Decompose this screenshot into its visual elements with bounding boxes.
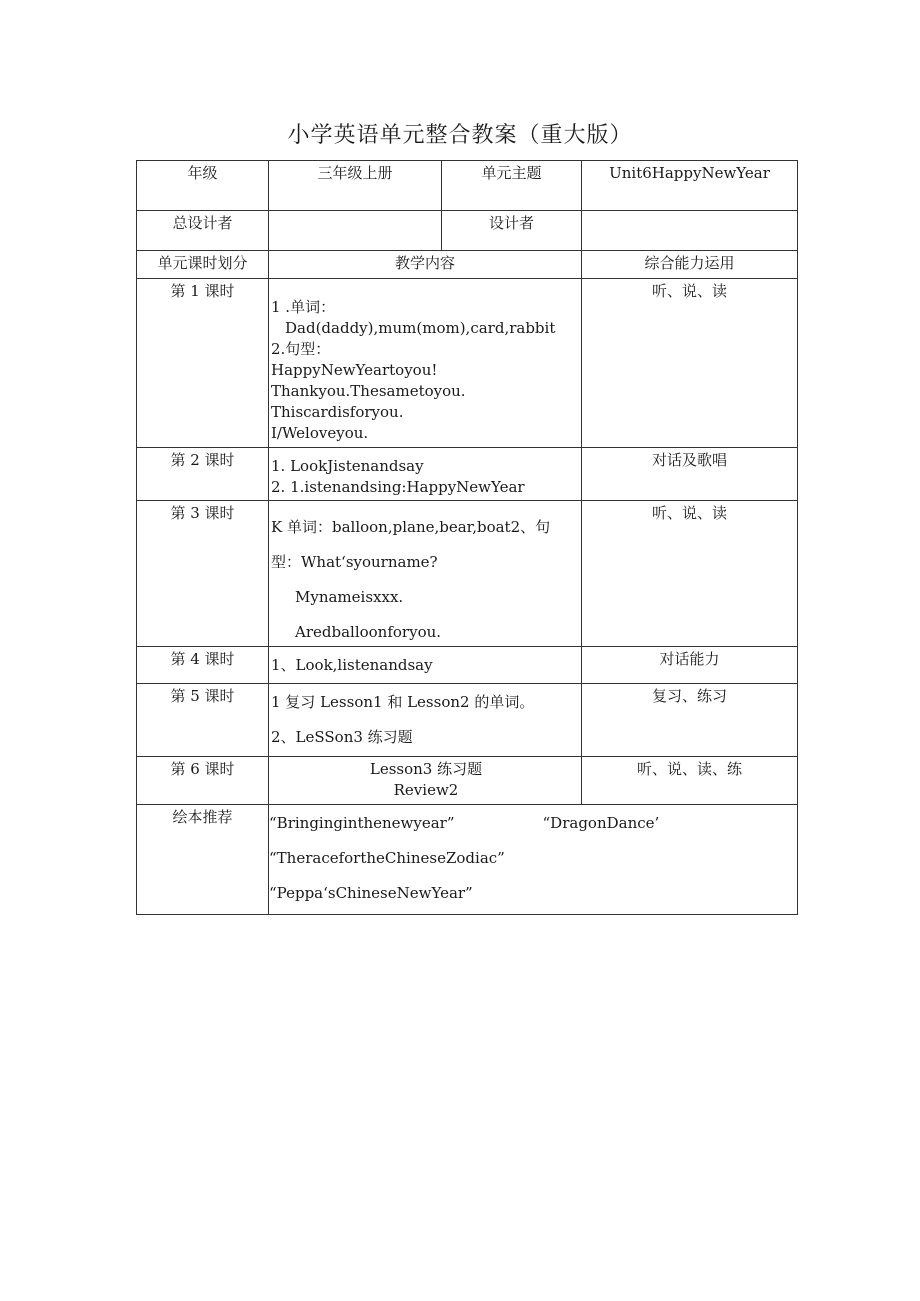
lesson-row bbox=[137, 684, 798, 757]
lesson-label: 第 1 课时 bbox=[137, 279, 269, 448]
content-line: Dad(daddy),mum(mom),card,rabbit bbox=[285, 319, 556, 337]
grade-row bbox=[137, 161, 798, 211]
book-title: “DragonDance’ bbox=[542, 814, 660, 832]
lesson-content bbox=[269, 448, 582, 501]
lesson-row bbox=[137, 448, 798, 501]
books-line bbox=[269, 883, 797, 904]
chief-designer-value bbox=[269, 211, 442, 251]
content-line: Review2 bbox=[393, 781, 459, 799]
lesson-ability: 对话及歌唱 bbox=[582, 448, 798, 501]
books-line bbox=[269, 848, 797, 869]
lesson-ability: 对话能力 bbox=[582, 647, 798, 684]
book-title: “Bringinginthenewyear” bbox=[269, 814, 455, 832]
unit-value: Unit6HappyNewYear bbox=[582, 161, 798, 211]
lesson-plan-table bbox=[136, 160, 798, 915]
books-list bbox=[269, 805, 798, 915]
lesson-content bbox=[269, 684, 582, 757]
lesson-label: 第 3 课时 bbox=[137, 501, 269, 647]
division-header: 单元课时划分 bbox=[137, 251, 269, 279]
lesson-content bbox=[269, 501, 582, 647]
books-line bbox=[269, 813, 797, 834]
lesson-ability: 复习、练习 bbox=[582, 684, 798, 757]
designer-row bbox=[137, 211, 798, 251]
content-line: 1 复习 Lesson1 和 Lesson2 的单词。 bbox=[271, 693, 535, 711]
lesson-ability: 听、说、读 bbox=[582, 279, 798, 448]
content-line: HappyNewYeartoyou! bbox=[271, 361, 438, 379]
lesson-label: 第 2 课时 bbox=[137, 448, 269, 501]
lesson-label: 第 4 课时 bbox=[137, 647, 269, 684]
content-line: Thankyou.Thesametoyou. bbox=[271, 382, 466, 400]
content-line: Lesson3 练习题 bbox=[369, 760, 483, 778]
content-line: Mynameisxxx. bbox=[295, 588, 404, 606]
lesson-label: 第 5 课时 bbox=[137, 684, 269, 757]
lesson-content bbox=[269, 279, 582, 448]
lesson-content bbox=[269, 757, 582, 805]
content-line: 1、Look,listenandsay bbox=[271, 656, 433, 674]
content-line: 1 .单词： bbox=[271, 298, 336, 316]
lesson-ability: 听、说、读 bbox=[582, 501, 798, 647]
content-line: 2、LeSSon3 练习题 bbox=[271, 728, 413, 746]
column-header-row bbox=[137, 251, 798, 279]
book-title: “TheracefortheChineseZodiac” bbox=[269, 849, 505, 867]
chief-designer-label: 总设计者 bbox=[137, 211, 269, 251]
lesson-row bbox=[137, 279, 798, 448]
content-line: Aredballoonforyou. bbox=[295, 623, 442, 641]
ability-header: 综合能力运用 bbox=[582, 251, 798, 279]
unit-label: 单元主题 bbox=[442, 161, 582, 211]
books-label: 绘本推荐 bbox=[137, 805, 269, 915]
grade-label: 年级 bbox=[137, 161, 269, 211]
content-line: 2.句型： bbox=[271, 340, 331, 358]
grade-value: 三年级上册 bbox=[269, 161, 442, 211]
lesson-row bbox=[137, 757, 798, 805]
lesson-label: 第 6 课时 bbox=[137, 757, 269, 805]
designer-value bbox=[582, 211, 798, 251]
page-title: 小学英语单元整合教案（重大版） bbox=[287, 123, 633, 148]
content-line: K 单词：balloon,plane,bear,boat2、句 bbox=[271, 518, 551, 536]
lesson-row bbox=[137, 501, 798, 647]
content-line: 型：What‘syourname? bbox=[271, 553, 438, 571]
lesson-ability: 听、说、读、练 bbox=[582, 757, 798, 805]
lesson-content bbox=[269, 647, 582, 684]
designer-label: 设计者 bbox=[442, 211, 582, 251]
content-line: 2. 1.istenandsing:HappyNewYear bbox=[271, 478, 525, 496]
book-title: “Peppa‘sChineseNewYear” bbox=[269, 884, 473, 902]
content-line: I/Weloveyou. bbox=[271, 424, 369, 442]
books-row bbox=[137, 805, 798, 915]
lesson-row bbox=[137, 647, 798, 684]
content-header: 教学内容 bbox=[269, 251, 582, 279]
content-line: Thiscardisforyou. bbox=[271, 403, 404, 421]
content-line: 1. LookJistenandsay bbox=[271, 457, 424, 475]
